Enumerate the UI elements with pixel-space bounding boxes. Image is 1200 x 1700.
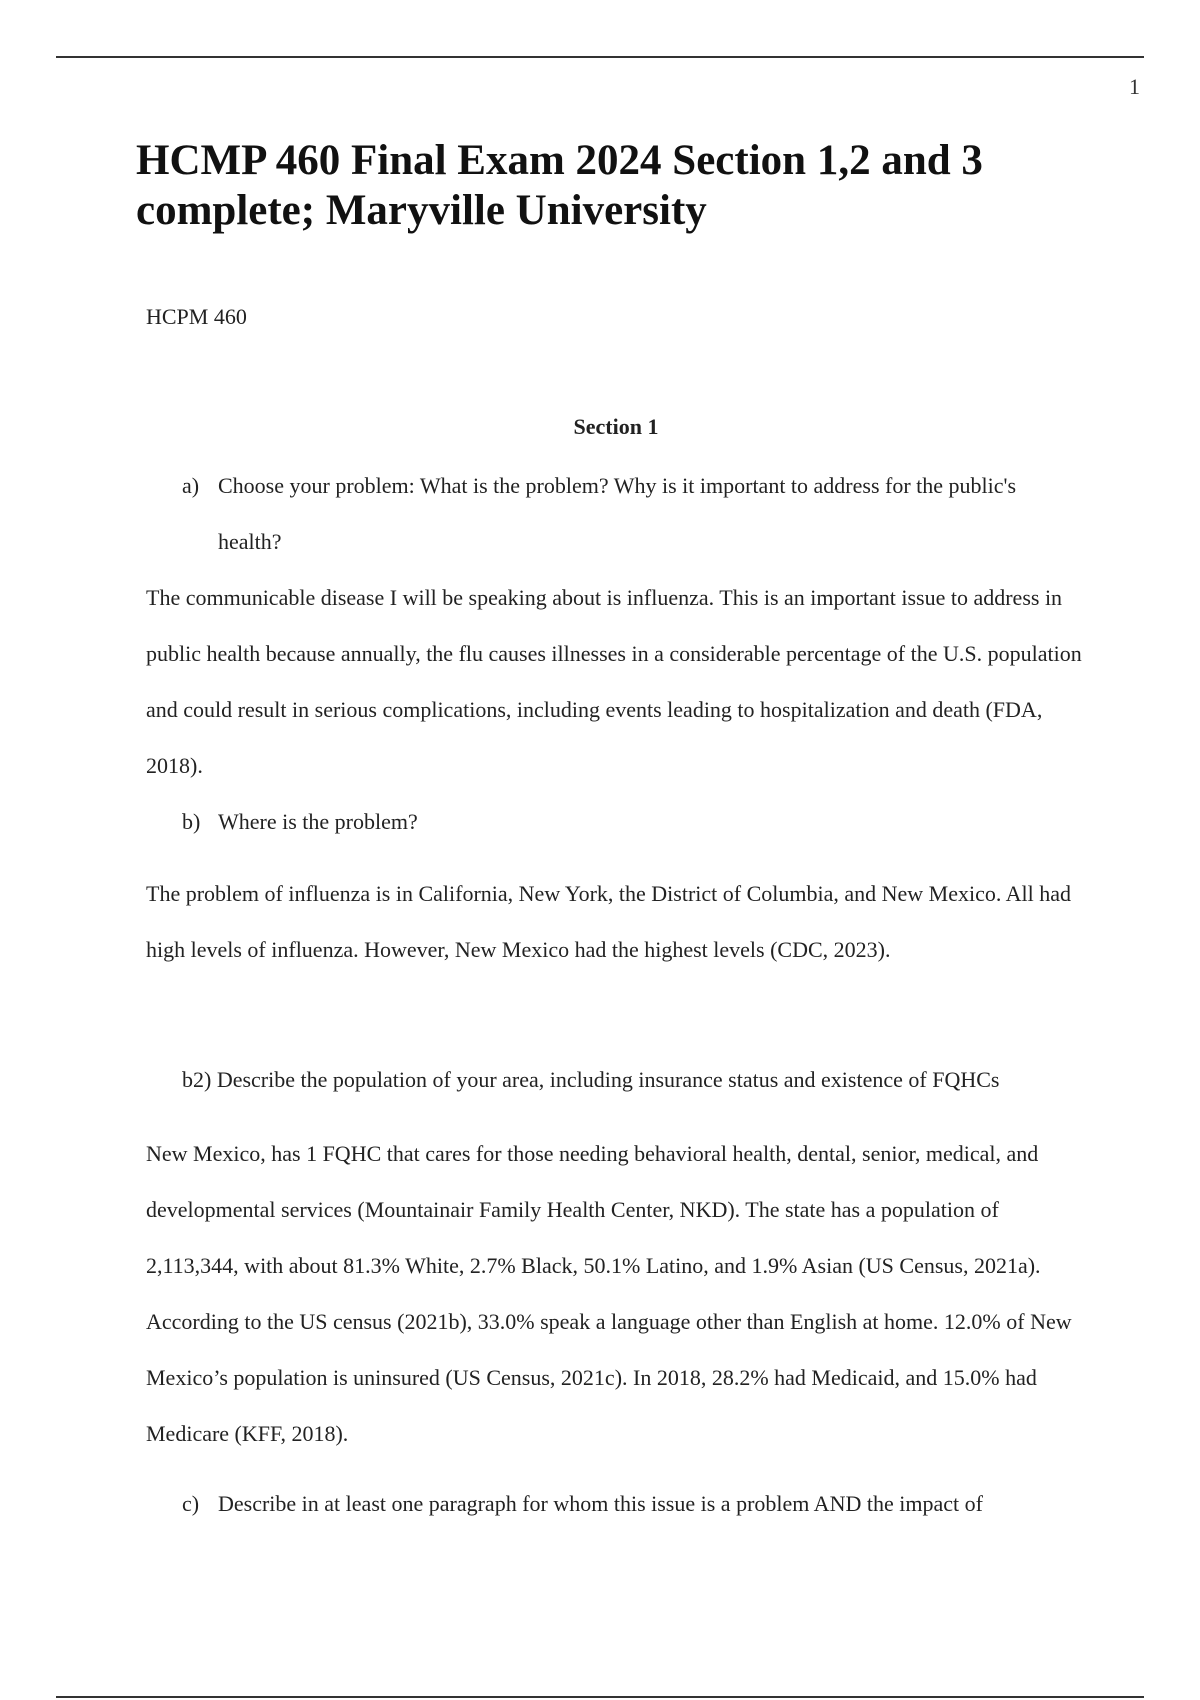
question-b xyxy=(182,794,1062,850)
question-c-text: Describe in at least one paragraph for whom this issue is a problem AND the impact of xyxy=(218,1491,983,1516)
page-number: 1 xyxy=(1129,74,1140,99)
question-b-marker: b) xyxy=(182,809,201,834)
title-line-1: HCMP 460 Final Exam 2024 Section 1,2 and 3 xyxy=(136,137,983,184)
question-c xyxy=(182,1476,1062,1532)
question-b2: b2) Describe the population of your area, including insurance status and existence of FQHCs xyxy=(182,1067,1000,1092)
question-c-marker: c) xyxy=(182,1491,200,1516)
answer-b-paragraph: The problem of influenza is in California, New York, the District of Columbia, and New Mexico. All had high levels of influenza. However, New Mexico had the highest levels (CDC, 2023). xyxy=(146,881,1072,962)
question-a-text: Choose your problem: What is the problem? Why is it important to address for the public's health? xyxy=(218,473,1017,554)
answer-b2-paragraph: New Mexico, has 1 FQHC that cares for those needing behavioral health, dental, senior, medical, and developmental services (Mountainair Family Health Center, NKD). The state has a population of 2,113,344, with about 81.3% White, 2.7% Black, 50.1% Latino, and 1.9% Asian (US Census, 2021a). According to the US census (2021b), 33.0% speak a language other than English at home. 12.0% of New Mexico’s population is uninsured (US Census, 2021c). In 2018, 28.2% had Medicaid, and 15.0% had Medicare (KFF, 2018). xyxy=(146,1141,1072,1446)
title-line-2: complete; Maryville University xyxy=(136,187,707,234)
question-a xyxy=(182,458,1062,570)
bottom-rule xyxy=(56,1696,1144,1698)
top-rule xyxy=(56,56,1144,58)
course-code: HCPM 460 xyxy=(146,304,247,329)
answer-a-paragraph: The communicable disease I will be speaking about is influenza. This is an important issue to address in public health because annually, the flu causes illnesses in a considerable percentage of the U.S. population and could result in serious complications, including events leading to hospitalization and death (FDA, 2018). xyxy=(146,585,1082,778)
document-title xyxy=(136,136,1096,236)
question-b-text: Where is the problem? xyxy=(218,809,418,834)
question-a-marker: a) xyxy=(182,473,200,498)
section-heading: Section 1 xyxy=(573,414,659,439)
